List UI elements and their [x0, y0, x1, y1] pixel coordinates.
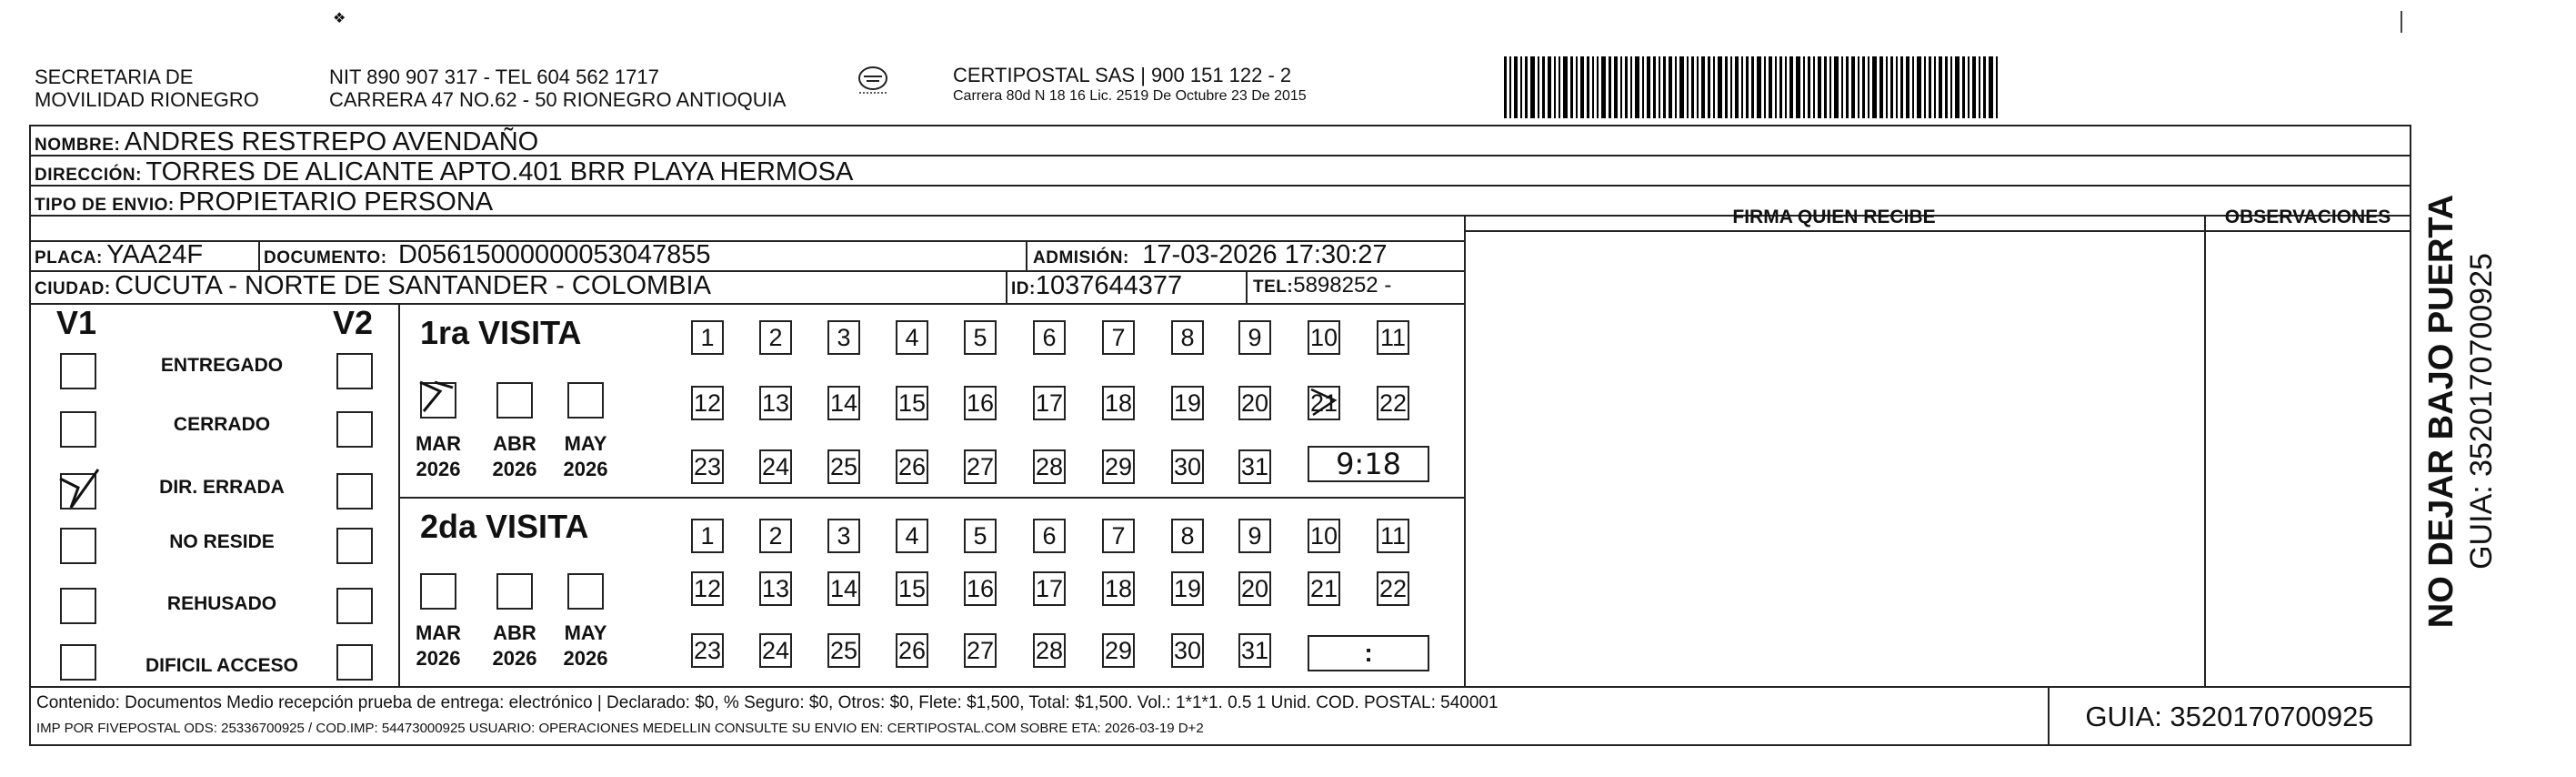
admision-value: 17-03-2026 17:30:27	[1142, 240, 1388, 269]
barcode-bar	[1968, 56, 1970, 118]
barcode-bar	[1890, 56, 1893, 118]
second-visit-day-11[interactable]: 11	[1377, 519, 1409, 553]
v1-entregado-checkbox[interactable]	[60, 353, 96, 389]
barcode-bar	[1601, 56, 1606, 118]
second-abr-checkbox[interactable]	[496, 573, 533, 610]
second-visit-time-field[interactable]: :	[1308, 635, 1429, 671]
documento-value: D05615000000053047855	[398, 240, 711, 269]
admision-row	[1033, 240, 1388, 270]
barcode-bar	[1858, 56, 1859, 118]
barcode-bar	[1718, 56, 1722, 118]
direccion-row	[35, 157, 853, 187]
option-cerrado: CERRADO	[173, 414, 271, 435]
barcode-bar	[1868, 56, 1869, 118]
first-visit-day-12[interactable]: 12	[691, 386, 724, 420]
barcode-bar	[1687, 56, 1689, 118]
v1-rehusado-checkbox[interactable]	[60, 588, 96, 624]
first-visit-day-16[interactable]: 16	[964, 386, 997, 420]
barcode-bar	[1554, 56, 1556, 118]
barcode-bar	[1525, 56, 1528, 118]
barcode-bar	[1630, 56, 1632, 118]
edge-mark	[2401, 11, 2402, 33]
admision-label: ADMISIÓN:	[1033, 248, 1129, 267]
barcode-bar	[1917, 56, 1921, 118]
barcode-bar	[1669, 56, 1672, 118]
barcode-bar	[1520, 56, 1522, 118]
v2-dir-errada-checkbox[interactable]	[336, 473, 373, 510]
tel-label: TEL:	[1253, 278, 1294, 297]
first-abr-checkbox[interactable]	[496, 382, 533, 419]
barcode-bar	[1900, 56, 1903, 118]
first-year-mar: 2026	[416, 458, 461, 480]
id-row	[1011, 271, 1182, 301]
barcode-bar	[1563, 56, 1568, 118]
second-visit-day-17[interactable]: 17	[1033, 571, 1066, 606]
second-visit-day-15[interactable]: 15	[896, 571, 928, 606]
barcode-bar	[1675, 56, 1677, 118]
first-visit-day-9[interactable]: 9	[1238, 320, 1271, 355]
footer-contenido: Contenido: Documentos Medio recepción prueba de entrega: electrónico | Declarado: $0, % Seguro: $0, Otros: $0, Flete: $1,500, Total: $1,500. Vol.: 1*1*1. 0.5 1 Unid. COD. POSTAL: 540001	[36, 693, 1498, 712]
first-visit-day-15[interactable]: 15	[896, 386, 928, 420]
first-visit-day-11[interactable]: 11	[1377, 320, 1409, 355]
second-year-abr: 2026	[492, 647, 537, 670]
barcode-bar	[1735, 56, 1739, 118]
first-month-abr: ABR	[493, 432, 536, 455]
second-visit-day-23[interactable]: 23	[691, 633, 724, 668]
documento-label: DOCUMENTO:	[264, 248, 387, 267]
barcode-bar	[1979, 56, 1980, 118]
barcode-bar	[1983, 56, 1986, 118]
v1-cerrado-checkbox[interactable]	[60, 411, 96, 448]
barcode-bar	[1576, 56, 1578, 118]
first-visit-title: 1ra VISITA	[420, 314, 582, 351]
checkmark-icon	[58, 468, 104, 513]
barcode-bar	[1841, 56, 1843, 118]
courier-info	[953, 64, 1307, 106]
tel-value: 5898252 -	[1293, 273, 1392, 298]
second-visit-day-30[interactable]: 30	[1171, 633, 1204, 668]
second-visit-day-6[interactable]: 6	[1033, 519, 1066, 553]
barcode-bar	[1929, 56, 1931, 118]
barcode-bar	[1818, 56, 1821, 118]
barcode-bar	[1779, 56, 1782, 118]
barcode-bar	[1701, 56, 1705, 118]
placa-value: YAA24F	[106, 240, 204, 269]
visit-divider	[398, 497, 1464, 499]
col-divider	[1464, 215, 1466, 686]
footer-imp: IMP POR FIVEPOSTAL ODS: 25336700925 / COD.IMP: 54473000925 USUARIO: OPERACIONES MEDELLIN CONSULTE SU ENVIO EN: CERTIPOSTAL.COM SOBRE ETA: 2026-03-19 D+2	[36, 721, 1204, 736]
first-visit-day-19[interactable]: 19	[1171, 386, 1204, 420]
barcode-bar	[1609, 56, 1611, 118]
col-divider	[398, 303, 400, 686]
placa-label: PLACA:	[35, 248, 103, 267]
second-visit-day-13[interactable]: 13	[759, 571, 792, 606]
second-month-may: MAY	[564, 621, 607, 644]
first-visit-day-1[interactable]: 1	[691, 320, 724, 355]
v1-dir-errada-checkbox[interactable]	[60, 473, 96, 510]
first-visit-day-31[interactable]: 31	[1238, 449, 1271, 484]
barcode-bar	[1912, 56, 1914, 118]
first-visit-day-13[interactable]: 13	[759, 386, 792, 420]
barcode-bar	[1972, 56, 1976, 118]
checkmark-icon	[418, 378, 460, 415]
barcode-bar	[1625, 56, 1628, 118]
address-line: CARRERA 47 NO.62 - 50 RIONEGRO ANTIOQUIA	[329, 88, 787, 111]
barcode-bar	[1851, 56, 1855, 118]
certipostal-logo-icon	[855, 62, 891, 98]
barcode-bar	[1751, 56, 1754, 118]
barcode-bar	[1647, 56, 1650, 118]
v1-dificil-acceso-checkbox[interactable]	[60, 644, 96, 681]
barcode-bar	[1846, 56, 1849, 118]
barcode-bar	[1614, 56, 1618, 118]
tel-row	[1253, 273, 1391, 298]
barcode-bar	[1559, 56, 1560, 118]
second-visit-day-7[interactable]: 7	[1102, 519, 1135, 553]
nombre-label: NOMBRE:	[35, 136, 121, 155]
barcode-bar	[1824, 56, 1827, 118]
tipo-value: PROPIETARIO PERSONA	[178, 187, 494, 217]
barcode-bar	[1769, 56, 1772, 118]
direccion-label: DIRECCIÓN:	[35, 166, 142, 185]
barcode-bar	[1514, 56, 1518, 118]
second-month-mar: MAR	[415, 621, 462, 644]
second-year-mar: 2026	[416, 647, 461, 670]
second-visit-day-20[interactable]: 20	[1238, 571, 1271, 606]
first-visit-day-5[interactable]: 5	[964, 320, 997, 355]
barcode-bar	[1872, 56, 1877, 118]
barcode-bar	[1570, 56, 1573, 118]
first-month-mar: MAR	[415, 432, 462, 455]
barcode-bar	[1659, 56, 1660, 118]
second-visit-day-2[interactable]: 2	[759, 519, 792, 553]
footer-divider	[29, 686, 2411, 688]
v1-label: V1	[56, 304, 97, 341]
barcode-bar	[1713, 56, 1715, 118]
second-visit-day-14[interactable]: 14	[827, 571, 860, 606]
barcode-bar	[1653, 56, 1656, 118]
first-visit-time-field[interactable]: 9:18	[1308, 446, 1429, 482]
first-visit-day-25[interactable]: 25	[827, 449, 860, 484]
nit-line: NIT 890 907 317 - TEL 604 562 1717	[329, 66, 659, 88]
v2-no-reside-checkbox[interactable]	[336, 528, 373, 564]
barcode-bar	[1796, 56, 1800, 118]
col-divider	[1026, 240, 1027, 270]
ciudad-label: CIUDAD:	[35, 279, 111, 298]
barcode-bar	[1642, 56, 1644, 118]
direccion-value: TORRES DE ALICANTE APTO.401 BRR PLAYA HERMOSA	[145, 157, 854, 187]
col-divider	[258, 240, 260, 270]
v2-entregado-checkbox[interactable]	[336, 353, 373, 389]
first-visit-day-18[interactable]: 18	[1102, 386, 1135, 420]
barcode-bar	[1945, 56, 1948, 118]
second-visit-day-31[interactable]: 31	[1238, 633, 1271, 668]
v2-rehusado-checkbox[interactable]	[336, 588, 373, 624]
row-divider	[1464, 230, 2411, 232]
nombre-value: ANDRES RESTREPO AVENDAÑO	[124, 127, 539, 156]
second-visit-day-28[interactable]: 28	[1033, 633, 1066, 668]
barcode-bar	[1663, 56, 1666, 118]
barcode-bar	[1934, 56, 1936, 118]
barcode-bar	[1955, 56, 1960, 118]
courier-line-2: Carrera 80d N 18 16 Lic. 2519 De Octubre 23 De 2015	[953, 88, 1307, 104]
option-rehusado: REHUSADO	[166, 593, 277, 614]
barcode-bar	[1989, 56, 1993, 118]
first-visit-day-23[interactable]: 23	[691, 449, 724, 484]
second-visit-day-21[interactable]: 21	[1308, 571, 1340, 606]
second-visit-day-10[interactable]: 10	[1308, 519, 1340, 553]
first-visit-day-30[interactable]: 30	[1171, 449, 1204, 484]
documento-row	[264, 240, 711, 270]
barcode-bar	[1580, 56, 1584, 118]
first-visit-day-14[interactable]: 14	[827, 386, 860, 420]
barcode-bar	[1730, 56, 1732, 118]
second-visit-day-5[interactable]: 5	[964, 519, 997, 553]
barcode-bar	[1785, 56, 1787, 118]
second-visit-day-24[interactable]: 24	[759, 633, 792, 668]
first-visit-day-29[interactable]: 29	[1102, 449, 1135, 484]
side-no-dejar-text: NO DEJAR BAJO PUERTA	[2422, 194, 2461, 629]
tipo-label: TIPO DE ENVIO:	[35, 196, 175, 215]
barcode-bar	[1746, 56, 1749, 118]
v2-label: V2	[333, 304, 374, 341]
courier-line-1: CERTIPOSTAL SAS | 900 151 122 - 2	[953, 64, 1292, 86]
barcode-bar	[1691, 56, 1694, 118]
col-divider	[1246, 270, 1248, 303]
barcode-bar	[1803, 56, 1805, 118]
barcode-bar	[1950, 56, 1952, 118]
barcode-bar	[1597, 56, 1599, 118]
second-visit-day-25[interactable]: 25	[827, 633, 860, 668]
barcode-bar	[1548, 56, 1551, 118]
second-visit-day-8[interactable]: 8	[1171, 519, 1204, 553]
second-visit-title: 2da VISITA	[420, 508, 589, 545]
first-visit-day-22[interactable]: 22	[1377, 386, 1409, 420]
first-visit-day-21[interactable]: 21	[1308, 386, 1340, 420]
first-visit-day-28[interactable]: 28	[1033, 449, 1066, 484]
barcode-bar	[1620, 56, 1622, 118]
barcode-bar	[1808, 56, 1810, 118]
org-contact	[329, 66, 786, 111]
barcode-bar	[1996, 56, 1998, 118]
v2-cerrado-checkbox[interactable]	[336, 411, 373, 448]
barcode-bar	[1879, 56, 1883, 118]
id-value: 1037644377	[1035, 271, 1183, 300]
barcode-bar	[1741, 56, 1743, 118]
ciudad-value: CUCUTA - NORTE DE SANTANDER - COLOMBIA	[115, 271, 711, 300]
barcode-bar	[1592, 56, 1594, 118]
barcode-bar	[1725, 56, 1728, 118]
barcode-bar	[1509, 56, 1511, 118]
second-visit-day-27[interactable]: 27	[964, 633, 997, 668]
second-visit-day-3[interactable]: 3	[827, 519, 860, 553]
barcode-bar	[1906, 56, 1909, 118]
v2-dificil-acceso-checkbox[interactable]	[336, 644, 373, 681]
barcode-bar	[1862, 56, 1865, 118]
barcode-bar	[1886, 56, 1888, 118]
barcode-bar	[1697, 56, 1699, 118]
first-month-may: MAY	[564, 432, 607, 455]
barcode-bar	[1896, 56, 1898, 118]
barcode-bar	[1813, 56, 1815, 118]
second-visit-day-29[interactable]: 29	[1102, 633, 1135, 668]
barcode-bar	[1962, 56, 1965, 118]
option-no-reside: NO RESIDE	[169, 531, 275, 552]
first-visit-day-3[interactable]: 3	[827, 320, 860, 355]
barcode-bar	[1789, 56, 1793, 118]
first-visit-day-8[interactable]: 8	[1171, 320, 1204, 355]
observaciones-header: OBSERVACIONES	[2224, 207, 2391, 227]
first-visit-day-2[interactable]: 2	[759, 320, 792, 355]
second-visit-day-19[interactable]: 19	[1171, 571, 1204, 606]
first-visit-day-10[interactable]: 10	[1308, 320, 1340, 355]
first-visit-day-24[interactable]: 24	[759, 449, 792, 484]
side-guia-text: GUIA: 3520170700925	[2464, 253, 2499, 570]
barcode-bar	[1587, 56, 1589, 118]
placa-row	[35, 240, 203, 270]
second-visit-day-9[interactable]: 9	[1238, 519, 1271, 553]
first-visit-day-6[interactable]: 6	[1033, 320, 1066, 355]
first-visit-day-4[interactable]: 4	[896, 320, 928, 355]
col-divider	[2204, 215, 2206, 686]
corner-mark-icon: ❖	[333, 11, 346, 26]
barcode-bar	[1530, 56, 1535, 118]
option-entregado: ENTREGADO	[160, 355, 284, 376]
row-divider	[29, 303, 1464, 305]
barcode-bar	[1504, 56, 1507, 118]
firma-header: FIRMA QUIEN RECIBE	[1732, 207, 1936, 227]
barcode-bar	[1538, 56, 1539, 118]
barcode-bar	[1708, 56, 1710, 118]
second-visit-day-26[interactable]: 26	[896, 633, 928, 668]
barcode-bar	[1939, 56, 1942, 118]
second-visit-day-4[interactable]: 4	[896, 519, 928, 553]
barcode-bar	[1757, 56, 1761, 118]
barcode-bar	[1679, 56, 1684, 118]
option-dir-errada: DIR. ERRADA	[159, 477, 285, 498]
first-mar-checkbox[interactable]	[420, 382, 456, 419]
tipo-row	[35, 187, 493, 217]
barcode-bar	[1764, 56, 1766, 118]
first-visit-day-7[interactable]: 7	[1102, 320, 1135, 355]
second-may-checkbox[interactable]	[567, 573, 604, 610]
first-year-may: 2026	[563, 458, 608, 480]
second-month-abr: ABR	[493, 621, 536, 644]
barcode-bar	[1829, 56, 1831, 118]
barcode	[1504, 56, 2000, 118]
option-dificil-acceso: DIFICIL ACCESO	[145, 655, 298, 676]
first-visit-day-27[interactable]: 27	[964, 449, 997, 484]
barcode-bar	[1775, 56, 1777, 118]
org-line-2: MOVILIDAD RIONEGRO	[35, 88, 259, 111]
first-year-abr: 2026	[492, 458, 537, 480]
org-line-1: SECRETARIA DE	[35, 66, 194, 88]
col-divider	[1006, 270, 1007, 303]
second-year-may: 2026	[563, 647, 608, 670]
second-visit-day-12[interactable]: 12	[691, 571, 724, 606]
first-visit-day-17[interactable]: 17	[1033, 386, 1066, 420]
v1-no-reside-checkbox[interactable]	[60, 528, 96, 564]
barcode-bar	[1924, 56, 1926, 118]
second-visit-day-16[interactable]: 16	[964, 571, 997, 606]
nombre-row	[35, 127, 538, 157]
second-visit-day-1[interactable]: 1	[691, 519, 724, 553]
barcode-bar	[1542, 56, 1545, 118]
handwritten-mark-icon	[1308, 386, 1340, 419]
id-label: ID:	[1011, 279, 1036, 298]
first-may-checkbox[interactable]	[567, 382, 604, 419]
second-visit-day-18[interactable]: 18	[1102, 571, 1135, 606]
first-visit-day-26[interactable]: 26	[896, 449, 928, 484]
second-visit-day-22[interactable]: 22	[1377, 571, 1409, 606]
ciudad-row	[35, 271, 711, 301]
barcode-bar	[1635, 56, 1639, 118]
first-visit-day-20[interactable]: 20	[1238, 386, 1271, 420]
second-mar-checkbox[interactable]	[420, 573, 456, 610]
org-name	[35, 66, 259, 111]
barcode-bar	[1834, 56, 1839, 118]
footer-guia: GUIA: 3520170700925	[2085, 701, 2374, 732]
